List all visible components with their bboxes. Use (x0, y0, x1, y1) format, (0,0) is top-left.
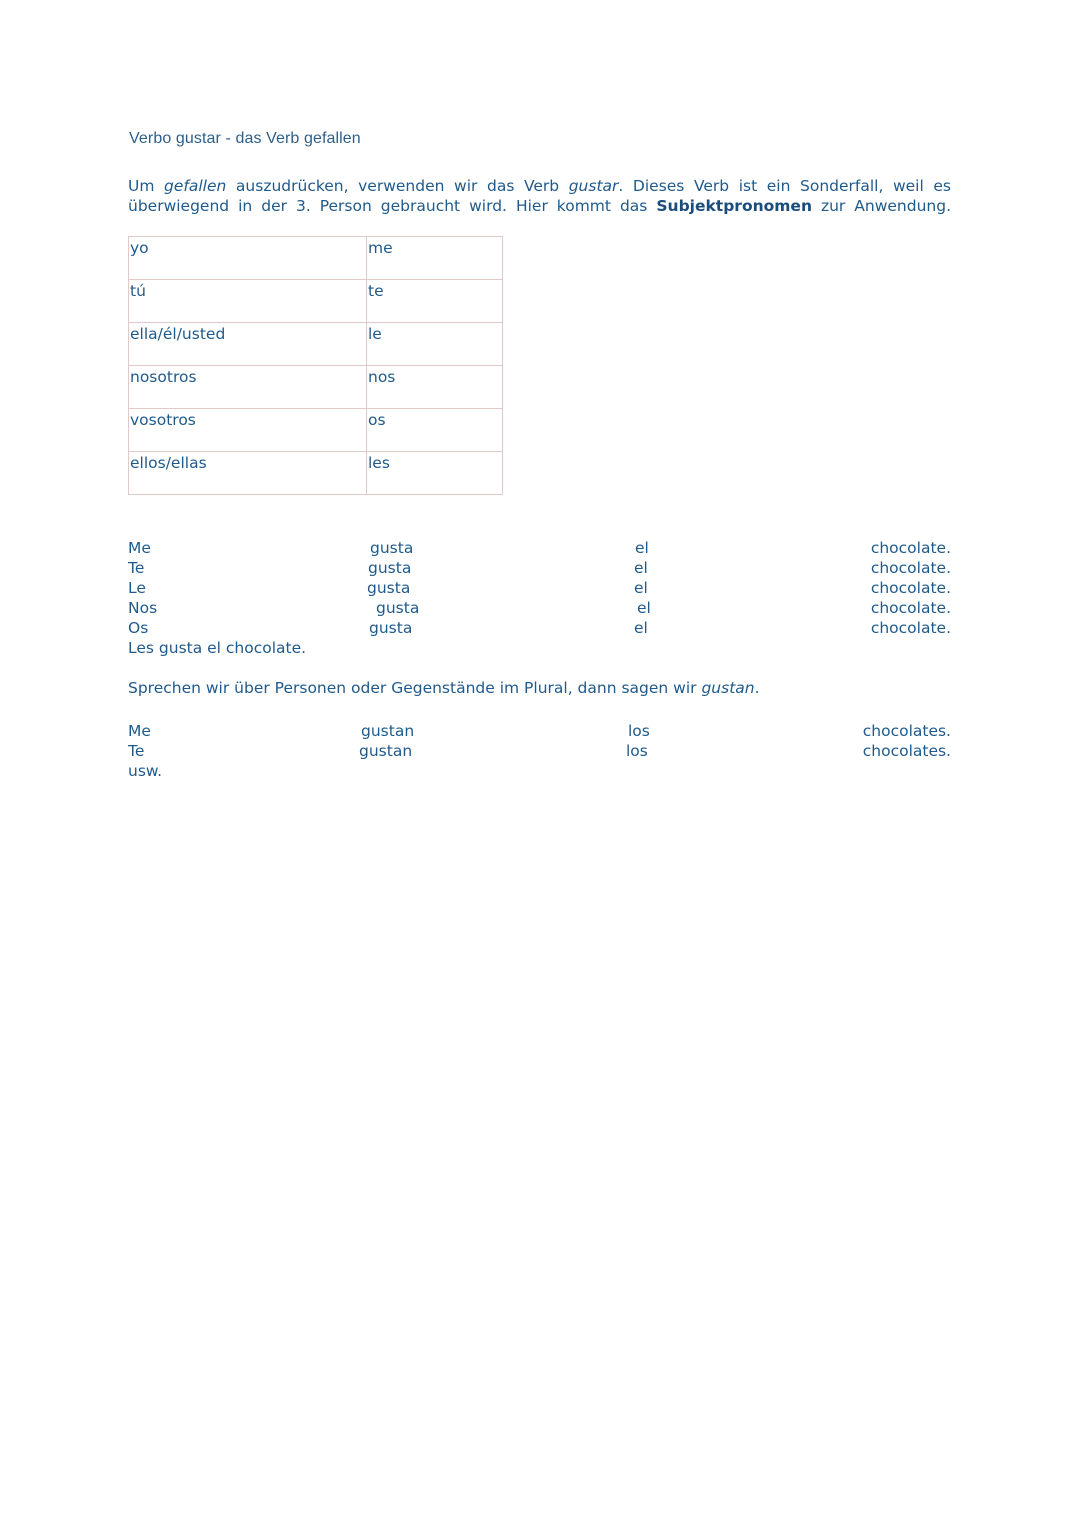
example-pronoun: Nos (128, 599, 158, 617)
example-article: los (626, 742, 648, 760)
plural-noun-col (863, 721, 951, 761)
example-noun: chocolate. (870, 539, 951, 557)
example-noun: chocolate. (870, 579, 951, 597)
example-verb: gusta (368, 559, 412, 577)
object-pronoun: te (367, 280, 503, 323)
example-article: los (628, 722, 650, 740)
example-noun: chocolate. (870, 599, 951, 617)
plural-note: Sprechen wir über Personen oder Gegenstände im Plural, dann sagen wir gustan. (128, 679, 760, 697)
example-noun: chocolate. (870, 559, 951, 577)
example-verb: gusta (370, 539, 414, 557)
example-verb: gusta (376, 599, 420, 617)
table-row (129, 366, 503, 409)
object-pronoun: les (367, 452, 503, 495)
table-row (129, 280, 503, 323)
subject-pronoun: nosotros (129, 366, 367, 409)
example-pronoun: Le (128, 579, 146, 597)
example-article: el (634, 619, 648, 637)
example-verb: gustan (359, 742, 413, 760)
example-verb: gustan (361, 722, 415, 740)
etc-text: usw. (128, 762, 163, 780)
example-noun: chocolates. (862, 722, 951, 740)
object-pronoun: me (367, 237, 503, 280)
example-article: el (634, 559, 648, 577)
subject-pronoun: ellos/ellas (129, 452, 367, 495)
object-pronoun: le (367, 323, 503, 366)
subject-pronoun: ella/él/usted (129, 323, 367, 366)
example-noun: chocolate. (870, 619, 951, 637)
object-pronoun: nos (367, 366, 503, 409)
example-pronoun: Os (128, 619, 149, 637)
plural-pronoun-col (128, 721, 162, 781)
example-verb: gusta (369, 619, 413, 637)
pronoun-table (128, 236, 503, 495)
intro-paragraph (128, 176, 951, 216)
example-pronoun: Me (128, 722, 151, 740)
table-row (129, 452, 503, 495)
example-noun: chocolates. (862, 742, 951, 760)
document-title: Verbo gustar - das Verb gefallen (129, 130, 361, 147)
intro-line-1: Um gefallen auszudrücken, verwenden wir das Verb gustar. Dieses Verb ist ein Sonderfall, weil es (128, 177, 951, 195)
example-pronoun-col (128, 538, 306, 658)
object-pronoun: os (367, 409, 503, 452)
example-noun-col (871, 538, 951, 638)
table-row (129, 237, 503, 280)
example-verb: gusta (367, 579, 411, 597)
subject-pronoun: vosotros (129, 409, 367, 452)
example-pronoun: Me (128, 539, 151, 557)
les-sentence: Les gusta el chocolate. (128, 639, 307, 657)
table-row (129, 323, 503, 366)
intro-line-2: überwiegend in der 3. Person gebraucht wird. Hier kommt das Subjektpronomen zur Anwendung. (128, 197, 952, 215)
subject-pronoun: tú (129, 280, 367, 323)
example-article: el (634, 579, 648, 597)
table-row (129, 409, 503, 452)
example-pronoun: Te (128, 559, 145, 577)
example-article: el (637, 599, 651, 617)
subject-pronoun: yo (129, 237, 367, 280)
example-article: el (635, 539, 649, 557)
example-pronoun: Te (128, 742, 145, 760)
